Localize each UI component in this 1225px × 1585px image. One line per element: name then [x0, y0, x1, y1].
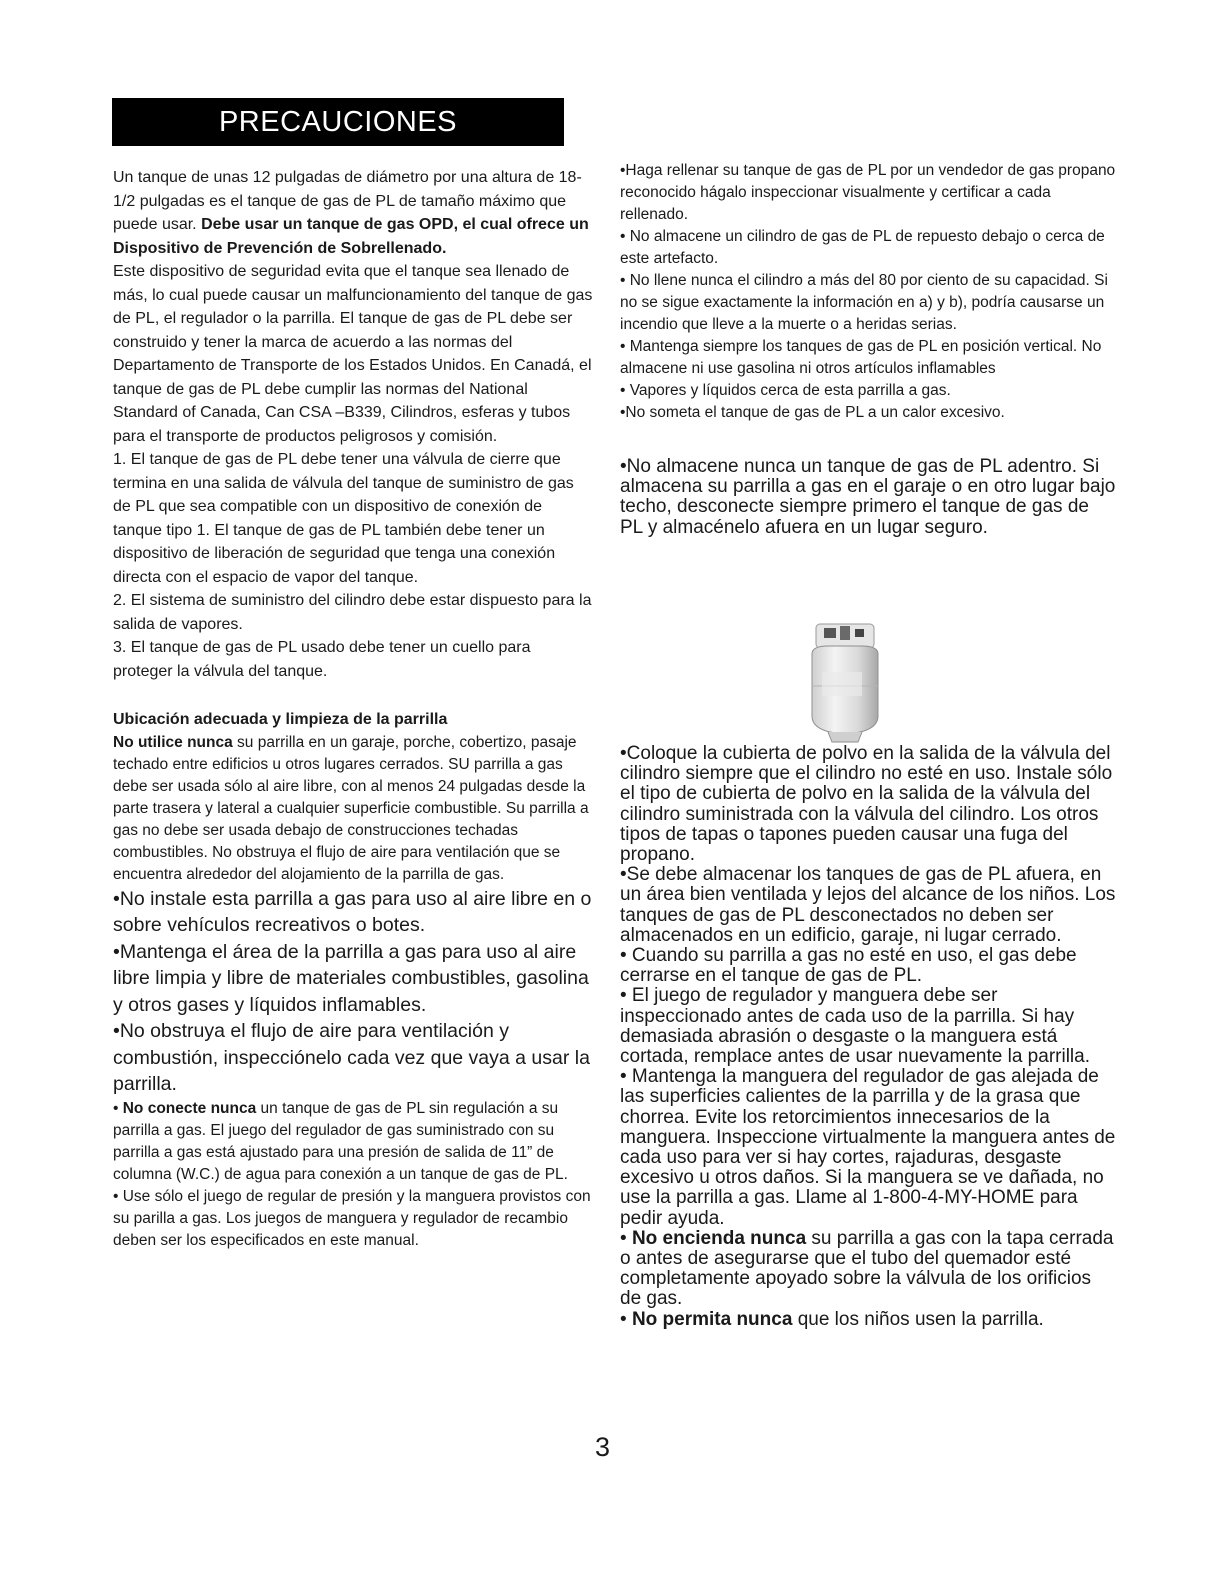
heat-note: •No someta el tanque de gas de PL a un calor excesivo. [620, 404, 1005, 421]
location-subheading: Ubicación adecuada y limpieza de la parrilla [113, 711, 448, 728]
refill-note: •Haga rellenar su tanque de gas de PL por un vendedor de gas propano reconocido hágalo inspeccionar visualmente y certificar a cada rellenado. [620, 162, 1116, 223]
warning-airflow: •No obstruya el flujo de aire para ventilación y combustión, inspecciónelo cada vez que vaya a usar la parrilla. [113, 1020, 590, 1095]
inspect-hose-note: • El juego de regulador y manguera debe ser inspeccionado antes de cada uso de la parrilla. Si hay demasiada abrasión o desgaste o la manguera está cortada, remplace antes de usar nuevamente la parrilla. [620, 985, 1090, 1068]
safety-device-paragraph: Este dispositivo de seguridad evita que el tanque sea llenado de más, lo cual puede causar un malfuncionamiento del tanque de gas de PL, el regulador o la parrilla. El tanque de gas de PL debe ser construido y tener la marca de acuerdo a las normas del Departamento de Transporte de los Estados Unidos. En Canadá, el tanque de gas de PL debe cumplir las normas del National Standard of Canada, Can CSA –B339, Cilindros, esferas y tubos para el transporte de productos peligrosos y comisión. [113, 263, 593, 445]
warning-rv: •No instale esta parrilla a gas para uso al aire libre en o sobre vehículos recreativos o botes. [113, 887, 592, 936]
shutoff-note: • Cuando su parrilla a gas no esté en uso, el gas debe cerrarse en el tanque de gas de PL. [620, 945, 1077, 987]
propane-tank-icon [800, 620, 890, 745]
location-paragraph: No utilice nunca su parrilla en un garaje, porche, cobertizo, pasaje techado entre edificios u otros lugares cerrados. SU parrilla a gas debe ser usada sólo al aire libre, con al menos 24 pulgadas desde la parte trasera y lateral a cualquier superficie combustible. Su parrilla a gas no debe ser usada debajo de construcciones techadas combustibles. No obstruya el flujo de aire para ventilación que se encuentra alrededor del alojamiento de la parrilla de gas. [113, 733, 589, 883]
warning-connect: • No conecte nunca un tanque de gas de PL sin regulación a su parrilla a gas. El juego del regulador de gas suministrado con su parrilla a gas está ajustado para una presión de salida de 11” de columna (W.C.) de agua para conexión a un tanque de gas de PL. [113, 1099, 568, 1183]
vertical-note: • Mantenga siempre los tanques de gas de PL en posición vertical. No almacene ni use gasolina ni otros artículos inflamables [620, 338, 1102, 377]
warning-clean: •Mantenga el área de la parrilla a gas para uso al aire libre limpia y libre de materiales combustibles, gasolina y otros gases y líquidos inflamables. [113, 940, 589, 1016]
requirement-3: 3. El tanque de gas de PL usado debe tener un cuello para proteger la válvula del tanque. [113, 639, 531, 680]
lid-warning: • No encienda nunca su parrilla a gas con la tapa cerrada o antes de asegurarse que el tubo del quemador esté completamente apoyado sobre la válvula de los orificios de gas. [620, 1227, 1114, 1310]
left-column [113, 166, 593, 1252]
vapors-note: • Vapores y líquidos cerca de esta parrilla a gas. [620, 382, 951, 399]
hose-heat-note: • Mantenga la manguera del regulador de gas alejada de las superficies calientes de la parrilla y de la grasa que chorrea. Evite los retorcimientos innecesarios de la manguera. Inspeccione virtualmente la manguera antes de cada uso para ver si hay cortes, rajaduras, desgaste excesivo u otros daños. Si la manguera se ve dañada, no use la parrilla a gas. Llame al 1-800-4-MY-HOME para pedir ayuda. [620, 1066, 1116, 1229]
requirement-2: 2. El sistema de suministro del cilindro debe estar dispuesto para la salida de vapores. [113, 592, 592, 633]
section-title: PRECAUCIONES [218, 105, 458, 138]
page-number: 3 [595, 1432, 611, 1462]
indoor-storage-warning: •No almacene nunca un tanque de gas de PL adentro. Si almacena su parrilla a gas en el garaje o en otro lugar bajo techo, desconecte siempre primero el tanque de gas de PL y almacénelo afuera en un lugar seguro. [620, 456, 1116, 538]
right-column [620, 160, 1116, 538]
dust-cover-note: •Coloque la cubierta de polvo en la salida de la válvula del cilindro siempre que el cilindro no esté en uso. Instale sólo el tipo de cubierta de polvo en la salida de la válvula del cilindro suministrada con la válvula del cilindro. Los otros tipos de tapas o tapones pueden causar una fuga del propano. [620, 743, 1113, 866]
outdoor-storage-note: •Se debe almacenar los tanques de gas de PL afuera, en un área bien ventilada y lejos del alcance de los niños. Los tanques de gas de PL desconectados no deben ser almacenados en un edificio, garaje, ni lugar cerrado. [620, 864, 1116, 946]
intro-paragraph: Un tanque de unas 12 pulgadas de diámetro por una altura de 18-1/2 pulgadas es el tanque de gas de PL de tamaño máximo que puede usar. Debe usar un tanque de gas OPD, el cual ofrece un Dispositivo de Prevención de Sobrellenado. [113, 169, 589, 257]
warning-regulator: • Use sólo el juego de regular de presión y la manguera provistos con su parilla a gas. Los juegos de manguera y regulador de recambio deben ser los especificados en este manual. [113, 1187, 591, 1249]
section-header [112, 98, 564, 146]
spare-cylinder-note: • No almacene un cilindro de gas de PL de repuesto debajo o cerca de este artefacto. [620, 228, 1105, 267]
right-bullets [620, 744, 1116, 1330]
opd-requirement: Debe usar un tanque de gas OPD, el cual ofrece un Dispositivo de Prevención de Sobrellenado. [113, 216, 589, 257]
children-warning: • No permita nunca que los niños usen la parrilla. [620, 1308, 1044, 1330]
requirement-1: 1. El tanque de gas de PL debe tener una válvula de cierre que termina en una salida de válvula del tanque de suministro de gas de PL que sea compatible con un dispositivo de conexión de tanque tipo 1. El tanque de gas de PL también debe tener un dispositivo de liberación de seguridad que tenga una conexión directa con el espacio de vapor del tanque. [113, 451, 574, 586]
overfill-note: • No llene nunca el cilindro a más del 80 por ciento de su capacidad. Si no se sigue exactamente la información en a) y b), podría causarse un incendio que lleve a la muerte o a heridas serias. [620, 272, 1108, 333]
